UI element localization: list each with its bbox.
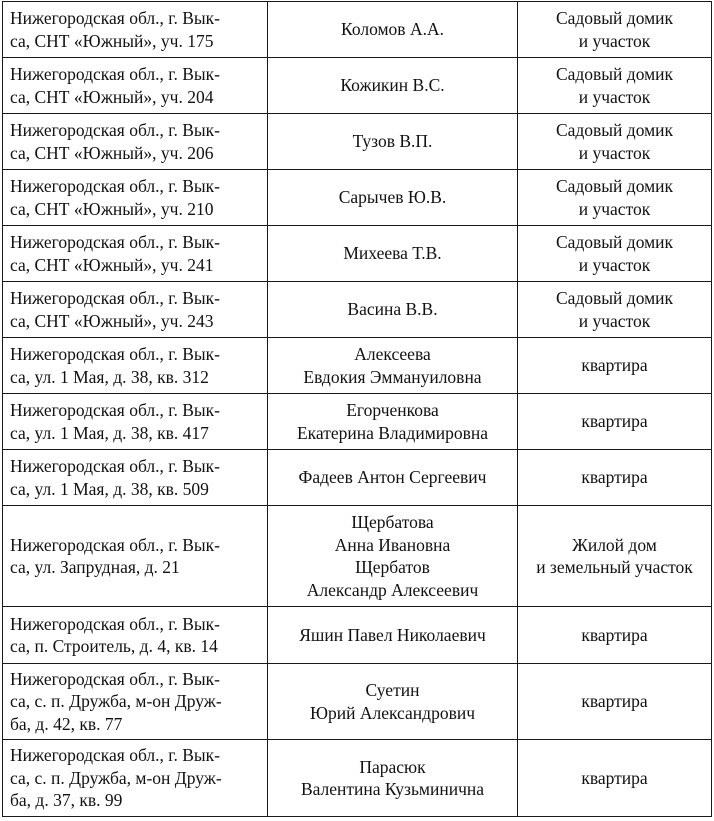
property-type-cell bbox=[518, 394, 712, 450]
owner-line: Сарычев Ю.В. bbox=[338, 187, 447, 208]
address-line: Нижегородская обл., г. Вык- bbox=[10, 64, 221, 84]
address-cell bbox=[3, 2, 268, 58]
address-line: са, с. п. Дружба, м-он Друж- bbox=[10, 691, 222, 712]
address-line: са, СНТ «Южный», уч. 210 bbox=[10, 198, 214, 219]
owner-line: Щербатова bbox=[351, 512, 434, 532]
table-row bbox=[3, 394, 712, 450]
table-row bbox=[3, 58, 712, 114]
property-type-line: Садовый домик bbox=[555, 8, 674, 28]
owner-line: Фадеев Антон Сергеевич bbox=[298, 467, 487, 488]
address-cell bbox=[3, 58, 268, 114]
property-type-cell bbox=[518, 114, 712, 170]
property-type-line: и земельный участок bbox=[536, 557, 693, 577]
property-type-cell bbox=[518, 450, 712, 506]
address-line: Нижегородская обл., г. Вык- bbox=[10, 232, 221, 252]
property-type-cell bbox=[518, 506, 712, 607]
owner-cell bbox=[268, 58, 518, 114]
property-type-line: Садовый домик bbox=[555, 176, 674, 196]
property-type-line: и участок bbox=[578, 198, 651, 219]
address-line: Нижегородская обл., г. Вык- bbox=[10, 456, 221, 476]
table-row bbox=[3, 114, 712, 170]
address-line: Нижегородская обл., г. Вык- bbox=[10, 534, 221, 555]
owner-cell bbox=[268, 282, 518, 338]
table-body bbox=[3, 2, 712, 817]
owner-cell bbox=[268, 338, 518, 394]
address-line: са, СНТ «Южный», уч. 206 bbox=[10, 142, 214, 163]
property-type-line: и участок bbox=[578, 254, 651, 275]
table-row bbox=[3, 607, 712, 664]
address-line: ба, д. 42, кв. 77 bbox=[10, 713, 123, 734]
owner-line: Суетин bbox=[365, 680, 420, 700]
property-type-line: Садовый домик bbox=[555, 120, 674, 140]
owner-line: Коломов А.А. bbox=[341, 19, 444, 40]
property-type-line: и участок bbox=[578, 310, 651, 331]
owner-line: Михеева Т.В. bbox=[343, 243, 442, 264]
property-type-line: и участок bbox=[578, 142, 651, 163]
owner-cell bbox=[268, 506, 518, 607]
address-line: Нижегородская обл., г. Вык- bbox=[10, 120, 221, 140]
property-type-line: квартира bbox=[581, 624, 648, 645]
address-cell bbox=[3, 607, 268, 664]
address-line: са, СНТ «Южный», уч. 241 bbox=[10, 254, 214, 275]
property-type-line: квартира bbox=[581, 767, 648, 788]
owner-cell bbox=[268, 450, 518, 506]
property-registry-table bbox=[2, 1, 712, 817]
address-line: са, п. Строитель, д. 4, кв. 14 bbox=[10, 636, 218, 656]
address-cell bbox=[3, 664, 268, 740]
address-cell bbox=[3, 338, 268, 394]
table-row bbox=[3, 226, 712, 282]
owner-line: Яшин Павел Николаевич bbox=[299, 624, 486, 645]
property-type-cell bbox=[518, 338, 712, 394]
property-type-cell bbox=[518, 607, 712, 664]
property-type-line: и участок bbox=[578, 30, 651, 51]
property-type-line: квартира bbox=[581, 467, 648, 488]
address-line: са, СНТ «Южный», уч. 204 bbox=[10, 86, 214, 107]
address-line: Нижегородская обл., г. Вык- bbox=[10, 668, 221, 689]
owner-line: Александр Алексеевич bbox=[306, 579, 479, 600]
owner-cell bbox=[268, 664, 518, 740]
property-type-line: Садовый домик bbox=[555, 64, 674, 84]
owner-line: Евдокия Эммануиловна bbox=[303, 366, 482, 387]
address-line: са, ул. 1 Мая, д. 38, кв. 509 bbox=[10, 478, 209, 499]
property-type-line: квартира bbox=[581, 691, 648, 712]
property-type-cell bbox=[518, 226, 712, 282]
address-cell bbox=[3, 740, 268, 817]
owner-cell bbox=[268, 170, 518, 226]
owner-line: Щербатов bbox=[355, 557, 430, 577]
table-row bbox=[3, 450, 712, 506]
property-type-cell bbox=[518, 58, 712, 114]
address-cell bbox=[3, 506, 268, 607]
property-type-cell bbox=[518, 664, 712, 740]
property-type-cell bbox=[518, 282, 712, 338]
owner-cell bbox=[268, 226, 518, 282]
address-line: ба, д. 37, кв. 99 bbox=[10, 790, 123, 811]
address-line: са, ул. 1 Мая, д. 38, кв. 417 bbox=[10, 422, 209, 443]
owner-line: Парасюк bbox=[359, 756, 426, 777]
table-row bbox=[3, 740, 712, 817]
owner-line: Анна Ивановна bbox=[334, 534, 451, 555]
address-line: са, ул. Запрудная, д. 21 bbox=[10, 557, 180, 577]
owner-cell bbox=[268, 394, 518, 450]
address-line: Нижегородская обл., г. Вык- bbox=[10, 288, 221, 308]
address-line: Нижегородская обл., г. Вык- bbox=[10, 613, 221, 634]
owner-cell bbox=[268, 114, 518, 170]
address-line: Нижегородская обл., г. Вык- bbox=[10, 8, 221, 28]
table-row bbox=[3, 338, 712, 394]
address-line: Нижегородская обл., г. Вык- bbox=[10, 745, 221, 766]
property-type-line: квартира bbox=[581, 411, 648, 432]
owner-line: Егорченкова bbox=[346, 400, 439, 420]
owner-line: Алексеева bbox=[354, 344, 431, 364]
property-type-cell bbox=[518, 740, 712, 817]
property-type-line: Садовый домик bbox=[555, 288, 674, 308]
owner-line: Кожикин В.С. bbox=[340, 75, 445, 96]
address-cell bbox=[3, 450, 268, 506]
owner-line: Юрий Александрович bbox=[310, 702, 475, 723]
property-type-cell bbox=[518, 2, 712, 58]
table-row bbox=[3, 664, 712, 740]
owner-line: Васина В.В. bbox=[347, 299, 438, 320]
address-cell bbox=[3, 226, 268, 282]
address-line: Нижегородская обл., г. Вык- bbox=[10, 176, 221, 196]
owner-line: Тузов В.П. bbox=[352, 131, 433, 152]
address-line: са, СНТ «Южный», уч. 175 bbox=[10, 30, 214, 51]
property-type-cell bbox=[518, 170, 712, 226]
table-row bbox=[3, 506, 712, 607]
address-line: са, с. п. Дружба, м-он Друж- bbox=[10, 767, 222, 788]
table-row bbox=[3, 282, 712, 338]
address-cell bbox=[3, 282, 268, 338]
owner-line: Екатерина Владимировна bbox=[296, 422, 489, 443]
table-row bbox=[3, 170, 712, 226]
owner-cell bbox=[268, 2, 518, 58]
owner-cell bbox=[268, 740, 518, 817]
address-line: Нижегородская обл., г. Вык- bbox=[10, 400, 221, 420]
property-type-line: квартира bbox=[581, 355, 648, 376]
owner-line: Валентина Кузьминична bbox=[300, 779, 485, 799]
address-line: са, СНТ «Южный», уч. 243 bbox=[10, 310, 214, 331]
owner-cell bbox=[268, 607, 518, 664]
address-line: са, ул. 1 Мая, д. 38, кв. 312 bbox=[10, 366, 209, 387]
property-type-line: и участок bbox=[578, 86, 651, 107]
property-type-line: Жилой дом bbox=[572, 534, 657, 555]
address-cell bbox=[3, 394, 268, 450]
property-type-line: Садовый домик bbox=[555, 232, 674, 252]
address-cell bbox=[3, 114, 268, 170]
table-row bbox=[3, 2, 712, 58]
address-line: Нижегородская обл., г. Вык- bbox=[10, 344, 221, 364]
address-cell bbox=[3, 170, 268, 226]
